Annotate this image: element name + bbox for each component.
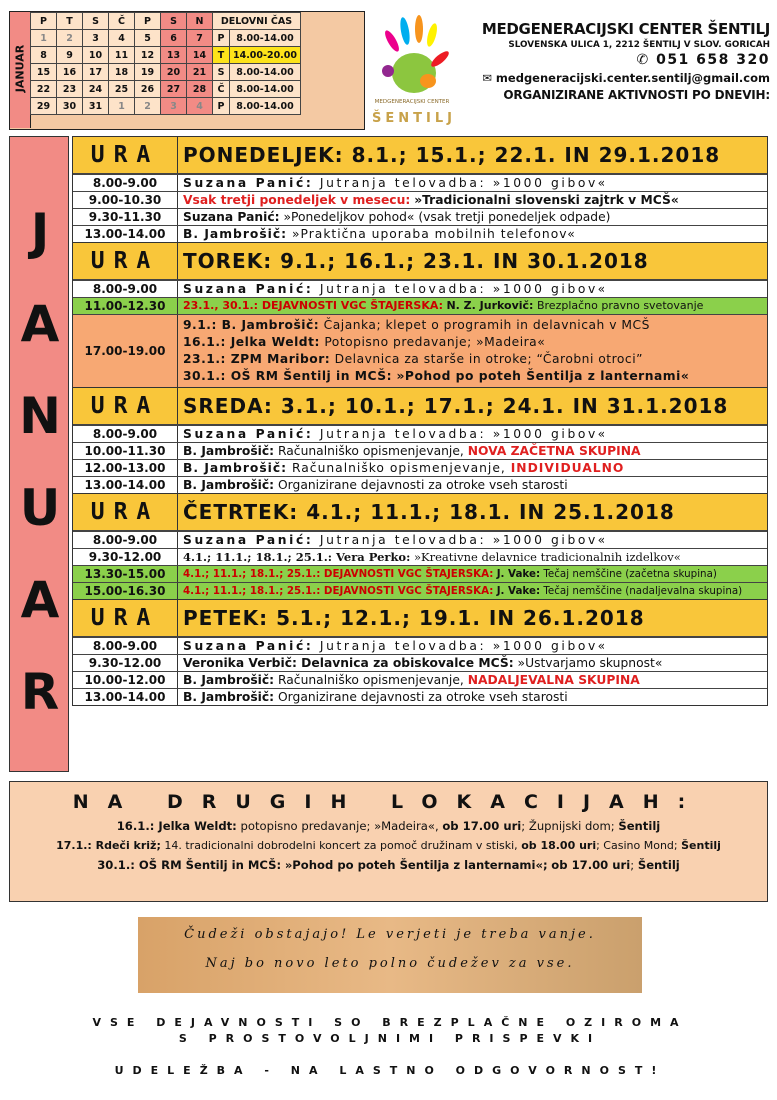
row-activity: Potopisno predavanje; »Madeira«	[324, 335, 546, 349]
row-activity: Brezplačno pravno svetovanje	[536, 299, 704, 312]
schedule-row	[73, 582, 767, 599]
row-activity: »Pohod po poteh Šentilja z lanternami«	[396, 369, 690, 383]
new-year-quote	[138, 917, 642, 993]
row-person: Suzana Panić:	[183, 210, 280, 224]
footer-line: UDELEŽBA - NA LASTNO ODGOVORNOST!	[114, 1064, 666, 1077]
row-activity: Tečaj nemščine (začetna skupina)	[543, 568, 717, 580]
row-time: 17.00-19.00	[73, 315, 178, 387]
calendar-day: 7	[187, 30, 213, 47]
row-time: 13.00-14.00	[73, 689, 178, 705]
row-activity: Jutranja telovadba: »1000 gibov«	[319, 176, 608, 190]
schedule-row	[73, 654, 767, 671]
calendar-day: 12	[135, 47, 161, 64]
schedule-row	[73, 314, 767, 387]
calendar-hours: 8.00-14.00	[230, 30, 301, 47]
row-activity: »Kreativne delavnice tradicionalnih izdelkov«	[414, 550, 681, 564]
time-column-header: URA	[73, 243, 178, 279]
calendar-day: 19	[135, 64, 161, 81]
calendar-day: 23	[57, 81, 83, 98]
event-venue: ; Župnijski dom;	[521, 819, 615, 833]
calendar-day: 24	[83, 81, 109, 98]
mini-calendar	[9, 11, 365, 130]
row-activity: »Ustvarjamo skupnost«	[517, 656, 663, 670]
schedule-row	[73, 280, 767, 297]
row-person: B. Jambrošič:	[183, 690, 275, 704]
schedule-row	[73, 225, 767, 242]
schedule-row	[73, 671, 767, 688]
day-block-monday	[72, 136, 768, 242]
row-person: J. Vake:	[496, 585, 541, 597]
row-time: 10.00-11.30	[73, 443, 178, 459]
month-letter: A	[20, 295, 60, 353]
row-activity: Tečaj nemščine (nadaljevalna skupina)	[543, 585, 743, 597]
calendar-hours: 8.00-14.00	[230, 98, 301, 115]
day-title: PETEK: 5.1.; 12.1.; 19.1. IN 26.1.2018	[183, 606, 645, 630]
time-column-header: URA	[73, 600, 178, 636]
row-time: 8.00-9.00	[73, 638, 178, 654]
working-hours-header: DELOVNI ČAS	[213, 13, 301, 30]
calendar-day-letter: S	[213, 64, 230, 81]
schedule-row	[73, 688, 767, 705]
header	[452, 20, 770, 102]
row-person: B. Jambrošič:	[183, 461, 288, 475]
row-time: 8.00-9.00	[73, 281, 178, 297]
row-activity: Delavnica za starše in otroke; “Čarobni otroci”	[334, 352, 643, 366]
row-activity: Računalniško opismenjevanje,	[292, 461, 506, 475]
footer-line: S PROSTOVOLJNIMI PRISPEVKI	[178, 1032, 602, 1045]
calendar-day: 4	[187, 98, 213, 115]
calendar-day: 9	[57, 47, 83, 64]
row-person: B. Jambrošič:	[183, 444, 275, 458]
row-time: 8.00-9.00	[73, 426, 178, 442]
row-time: 13.00-14.00	[73, 477, 178, 493]
footer-line: VSE DEJAVNOSTI SO BREZPLAČNE OZIROMA	[92, 1016, 688, 1029]
center-logo	[372, 11, 456, 131]
row-activity: Jutranja telovadba: »1000 gibov«	[319, 533, 608, 547]
day-block-thursday	[72, 493, 768, 599]
schedule-row	[73, 459, 767, 476]
row-activity: »Praktična uporaba mobilnih telefonov«	[292, 227, 576, 241]
weekday-header: S	[161, 13, 187, 30]
calendar-day: 15	[31, 64, 57, 81]
month-banner	[9, 136, 69, 772]
schedule-subtitle: ORGANIZIRANE AKTIVNOSTI PO DNEVIH:	[503, 88, 770, 102]
calendar-day: 2	[135, 98, 161, 115]
calendar-day: 20	[161, 64, 187, 81]
day-block-tuesday	[72, 242, 768, 387]
schedule-row	[73, 531, 767, 548]
day-title: PONEDELJEK: 8.1.; 15.1.; 22.1. IN 29.1.2018	[183, 143, 721, 167]
row-person: 16.1.: Jelka Weldt:	[183, 335, 320, 349]
month-letter: J	[30, 203, 50, 261]
weekly-schedule	[72, 136, 768, 706]
row-person: 9.1.: B. Jambrošič:	[183, 318, 320, 332]
logo-name: ŠENTILJ	[372, 111, 456, 126]
row-highlight: NOVA ZAČETNA SKUPINA	[467, 444, 641, 458]
row-activity: Čajanka; klepet o programih in delavnicah v MCŠ	[323, 318, 650, 332]
time-column-header: URA	[73, 494, 178, 530]
calendar-month-label: JANUAR	[10, 12, 31, 128]
calendar-hours: 8.00-14.00	[230, 81, 301, 98]
day-title: TOREK: 9.1.; 16.1.; 23.1. IN 30.1.2018	[183, 249, 649, 273]
row-person: Suzana Panić:	[183, 282, 314, 296]
day-title: ČETRTEK: 4.1.; 11.1.; 18.1. IN 25.1.2018	[183, 500, 675, 524]
row-person: Suzana Panić:	[183, 639, 314, 653]
weekday-header: P	[135, 13, 161, 30]
other-location-line	[10, 839, 767, 852]
other-location-line	[10, 858, 767, 872]
row-highlight: NADALJEVALNA SKUPINA	[467, 673, 640, 687]
schedule-row	[73, 476, 767, 493]
row-time: 8.00-9.00	[73, 532, 178, 548]
row-highlight: 4.1.; 11.1.; 18.1.; 25.1.: DEJAVNOSTI VGC ŠTAJERSKA:	[183, 568, 494, 580]
row-time: 9.30-11.30	[73, 209, 178, 225]
event-person: 30.1.: OŠ RM Šentilj in MCŠ:	[97, 858, 282, 872]
schedule-row	[73, 297, 767, 314]
row-highlight: 23.1., 30.1.: DEJAVNOSTI VGC ŠTAJERSKA:	[183, 299, 443, 312]
day-block-wednesday	[72, 387, 768, 493]
calendar-day: 2	[57, 30, 83, 47]
row-activity: Računalniško opismenjevanje,	[278, 444, 464, 458]
calendar-day: 27	[161, 81, 187, 98]
schedule-row	[73, 565, 767, 582]
other-locations-title: NA DRUGIH LOKACIJAH:	[72, 791, 705, 813]
row-person: Suzana Panić:	[183, 427, 314, 441]
day-block-friday	[72, 599, 768, 706]
schedule-row	[73, 425, 767, 442]
calendar-day: 25	[109, 81, 135, 98]
calendar-day: 4	[109, 30, 135, 47]
row-person: N. Z. Jurkovič:	[446, 299, 534, 312]
row-activity: Računalniško opismenjevanje,	[278, 673, 464, 687]
row-time: 9.00-10.30	[73, 192, 178, 208]
row-person: Suzana Panić:	[183, 176, 314, 190]
row-activity: Organizirane dejavnosti za otroke vseh starosti	[278, 478, 568, 492]
row-activity: »Ponedeljkov pohod« (vsak tretji ponedeljek odpade)	[283, 210, 611, 224]
center-address: SLOVENSKA ULICA 1, 2212 ŠENTILJ V SLOV. GORICAH	[508, 40, 770, 50]
row-person: Veronika Verbič: Delavnica za obiskovalce MCŠ:	[183, 656, 514, 670]
event-place: Šentilj	[618, 819, 661, 833]
month-letter: A	[20, 571, 60, 629]
schedule-row	[73, 637, 767, 654]
calendar-day: 6	[161, 30, 187, 47]
quote-line: Čudeži obstajajo! Le verjeti je treba vanje.	[184, 927, 596, 942]
row-time: 9.30-12.00	[73, 655, 178, 671]
row-time: 12.00-13.00	[73, 460, 178, 476]
row-person: B. Jambrošič:	[183, 673, 275, 687]
row-activity: Jutranja telovadba: »1000 gibov«	[319, 427, 608, 441]
row-activity: Organizirane dejavnosti za otroke vseh starosti	[278, 690, 568, 704]
calendar-day-letter: T	[213, 47, 230, 64]
day-title: SREDA: 3.1.; 10.1.; 17.1.; 24.1. IN 31.1.2018	[183, 394, 729, 418]
event-activity: 14. tradicionalni dobrodelni koncert za pomoč družinam v stiski,	[164, 839, 518, 852]
weekday-header: P	[31, 13, 57, 30]
calendar-day-letter: Č	[213, 81, 230, 98]
row-person: 30.1.: OŠ RM Šentilj in MCŠ:	[183, 369, 393, 383]
row-highlight: INDIVIDUALNO	[510, 461, 625, 475]
calendar-day: 11	[109, 47, 135, 64]
event-person: 16.1.: Jelka Weldt:	[116, 819, 237, 833]
row-time: 11.00-12.30	[73, 298, 178, 314]
calendar-day: 29	[31, 98, 57, 115]
calendar-day: 28	[187, 81, 213, 98]
calendar-day: 10	[83, 47, 109, 64]
calendar-day: 16	[57, 64, 83, 81]
event-activity: »Pohod po poteh Šentilja z lanternami«;	[284, 858, 548, 872]
schedule-row	[73, 208, 767, 225]
row-person: J. Vake:	[496, 568, 541, 580]
footer-notice	[40, 1015, 740, 1079]
center-title: MEDGENERACIJSKI CENTER ŠENTILJ	[481, 20, 770, 38]
event-place: Šentilj	[681, 839, 721, 852]
row-activity: Jutranja telovadba: »1000 gibov«	[319, 282, 608, 296]
row-time: 9.30-12.00	[73, 549, 178, 565]
row-activity: Jutranja telovadba: »1000 gibov«	[319, 639, 608, 653]
row-person: B. Jambrošič:	[183, 227, 288, 241]
calendar-day: 5	[135, 30, 161, 47]
time-column-header: URA	[73, 137, 178, 173]
event-place: Šentilj	[637, 858, 680, 872]
weekday-header: T	[57, 13, 83, 30]
event-activity: potopisno predavanje; »Madeira«,	[240, 819, 439, 833]
calendar-day: 1	[31, 30, 57, 47]
schedule-row	[73, 442, 767, 459]
weekday-header: S	[83, 13, 109, 30]
row-person: B. Jambrošič:	[183, 478, 275, 492]
calendar-day: 14	[187, 47, 213, 64]
row-time: 13.00-14.00	[73, 226, 178, 242]
logo-caption: MEDGENERACIJSKI CENTER	[374, 99, 450, 105]
calendar-day: 13	[161, 47, 187, 64]
calendar-day: 3	[161, 98, 187, 115]
schedule-row	[73, 174, 767, 191]
calendar-day: 22	[31, 81, 57, 98]
calendar-day: 3	[83, 30, 109, 47]
month-letter: U	[19, 479, 61, 537]
quote-line: Naj bo novo leto polno čudežev za vse.	[205, 956, 575, 971]
calendar-day: 26	[135, 81, 161, 98]
calendar-day: 8	[31, 47, 57, 64]
weekday-header: Č	[109, 13, 135, 30]
row-person: 23.1.: ZPM Maribor:	[183, 352, 331, 366]
row-person: 4.1.; 11.1.; 18.1.; 25.1.: Vera Perko:	[183, 550, 411, 564]
calendar-hours: 14.00-20.00	[230, 47, 301, 64]
event-venue: ;	[630, 858, 635, 872]
other-location-line	[10, 819, 767, 833]
schedule-row	[73, 191, 767, 208]
row-time: 8.00-9.00	[73, 175, 178, 191]
calendar-day: 30	[57, 98, 83, 115]
calendar-day: 18	[109, 64, 135, 81]
month-letter: N	[19, 387, 61, 445]
event-time: ob 18.00 uri	[521, 839, 597, 852]
calendar-hours: 8.00-14.00	[230, 64, 301, 81]
event-time: ob 17.00 uri	[442, 819, 522, 833]
event-time: ob 17.00 uri	[551, 858, 631, 872]
calendar-table	[30, 12, 301, 115]
other-locations-box	[9, 781, 768, 902]
calendar-day: 21	[187, 64, 213, 81]
center-phone: ✆ 051 658 320	[636, 52, 770, 68]
row-time: 10.00-12.00	[73, 672, 178, 688]
center-email: ✉ medgeneracijski.center.sentilj@gmail.com	[482, 71, 770, 85]
calendar-day: 1	[109, 98, 135, 115]
event-venue: ; Casino Mond;	[596, 839, 678, 852]
month-letter: R	[20, 663, 60, 721]
time-column-header: URA	[73, 388, 178, 424]
row-highlight: Vsak tretji ponedeljek v mesecu:	[183, 193, 411, 207]
row-time: 15.00-16.30	[73, 583, 178, 599]
schedule-row	[73, 548, 767, 565]
event-person: 17.1.: Rdeči križ;	[56, 839, 161, 852]
calendar-day: 31	[83, 98, 109, 115]
row-highlight: 4.1.; 11.1.; 18.1.; 25.1.: DEJAVNOSTI VGC ŠTAJERSKA:	[183, 585, 494, 597]
weekday-header: N	[187, 13, 213, 30]
calendar-day-letter: P	[213, 30, 230, 47]
row-person: Suzana Panić:	[183, 533, 314, 547]
row-time: 13.30-15.00	[73, 566, 178, 582]
calendar-day-letter: P	[213, 98, 230, 115]
calendar-day: 17	[83, 64, 109, 81]
row-activity: »Tradicionalni slovenski zajtrk v MCŠ«	[414, 193, 679, 207]
